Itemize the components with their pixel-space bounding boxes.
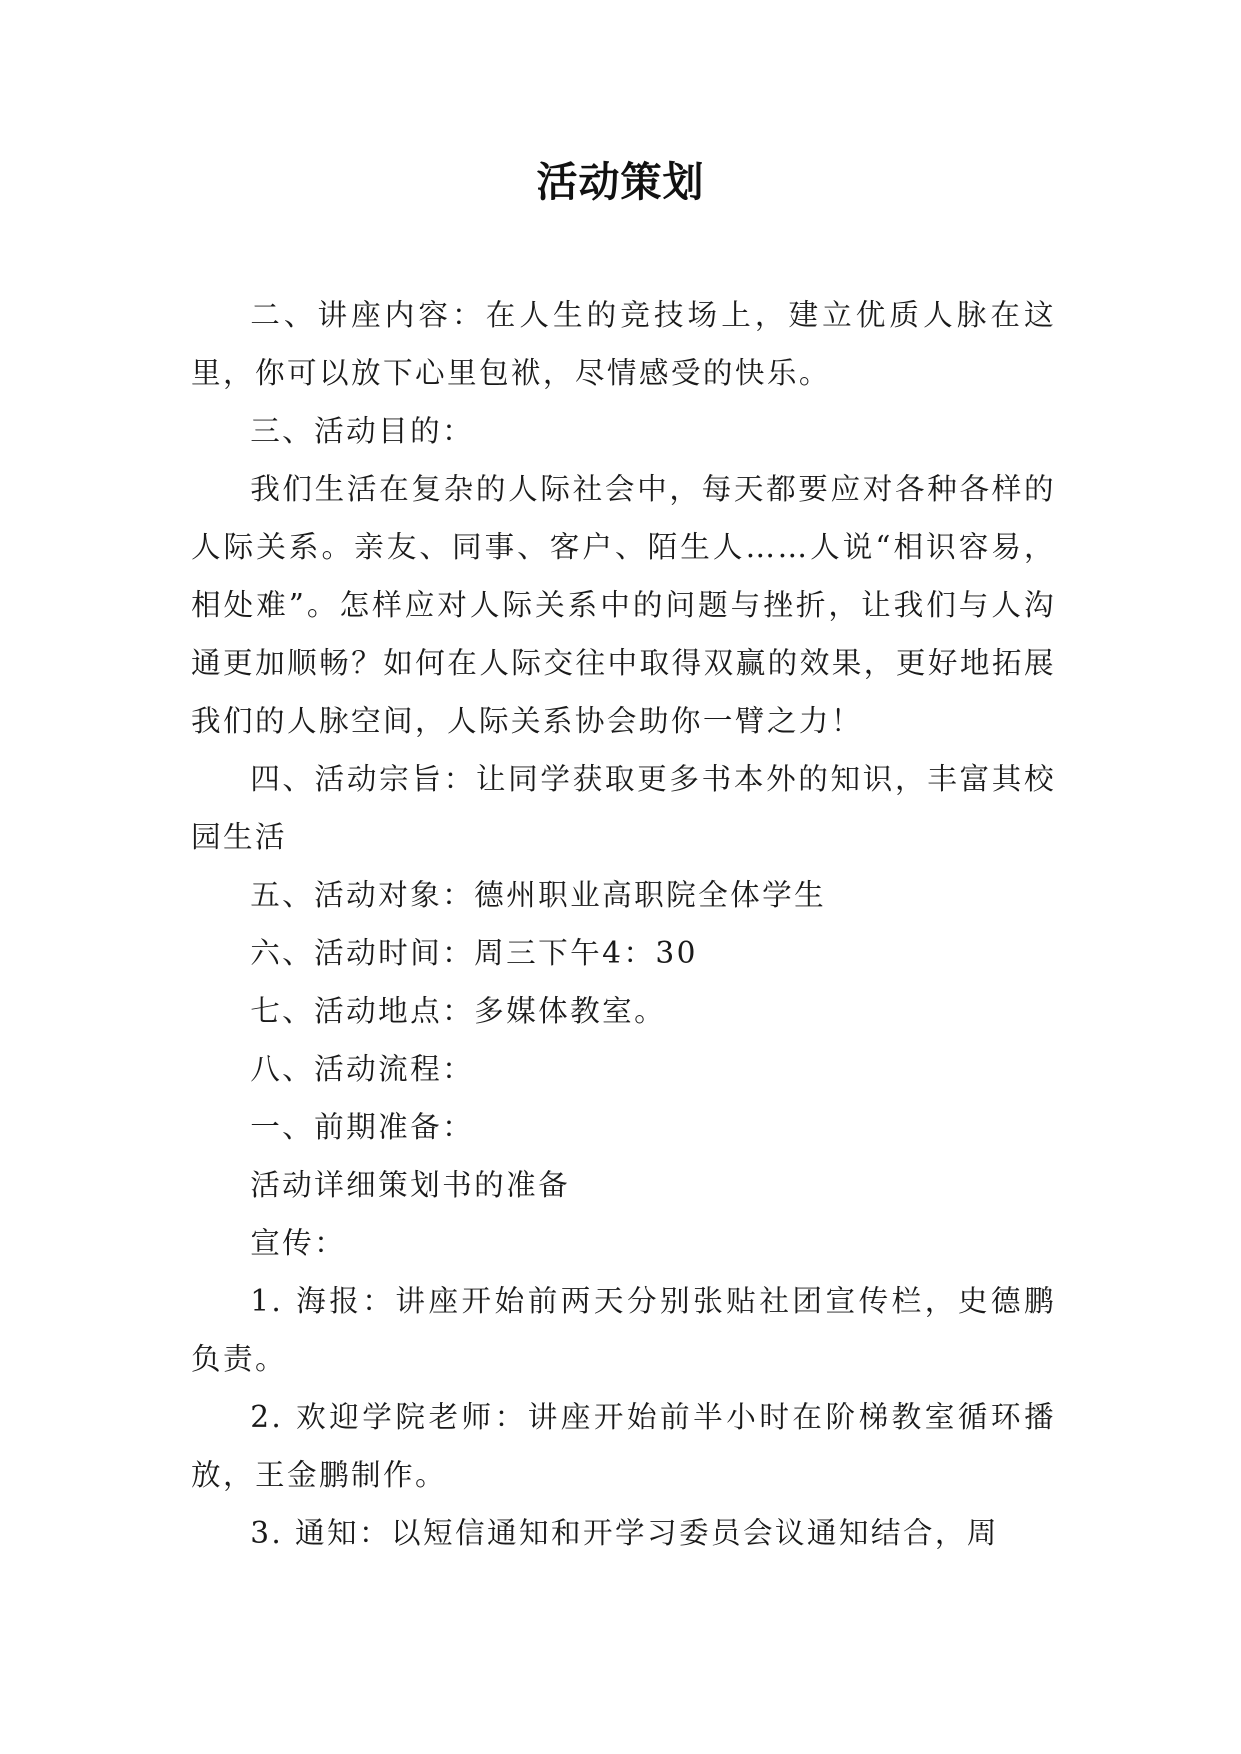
document-title: 活动策划 xyxy=(536,158,705,206)
paragraph-purpose-text: 我们生活在复杂的人际社会中，每天都要应对各种各样的人际关系。亲友、同事、客户、陌生人……人说“相识容易，相处难”。怎样应对人际关系中的问题与挫折，让我们与人沟通更加顺畅？如何在人际交往中取得双赢的效果，更好地拓展我们的人脉空间，人际关系协会助你一臂之力！ xyxy=(191,472,1056,738)
paragraph-poster: 1. 海报：讲座开始前两天分别张贴社团宣传栏，史德鹏负责。 xyxy=(191,1284,1056,1376)
paragraph-purpose-heading: 三、活动目的： xyxy=(250,414,475,448)
paragraph-audience: 五、活动对象：德州职业高职院全体学生 xyxy=(250,878,827,912)
paragraph-lecture-content: 二、讲座内容：在人生的竞技场上，建立优质人脉在这里，你可以放下心里包袱，尽情感受的快乐。 xyxy=(191,298,1056,390)
document-body xyxy=(191,286,1056,1562)
paragraph-plan-preparation: 活动详细策划书的准备 xyxy=(250,1168,571,1202)
paragraph-location: 七、活动地点：多媒体教室。 xyxy=(250,994,667,1028)
paragraph-notice: 3. 通知：以短信通知和开学习委员会议通知结合，周 xyxy=(250,1516,999,1550)
paragraph-time: 六、活动时间：周三下午4：30 xyxy=(250,936,698,970)
paragraph-preparation-heading: 一、前期准备： xyxy=(250,1110,475,1144)
paragraph-aim: 四、活动宗旨：让同学获取更多书本外的知识，丰富其校园生活 xyxy=(191,762,1056,854)
paragraph-process-heading: 八、活动流程： xyxy=(250,1052,475,1086)
paragraph-welcome-teachers: 2. 欢迎学院老师：讲座开始前半小时在阶梯教室循环播放，王金鹏制作。 xyxy=(191,1400,1056,1492)
paragraph-publicity-heading: 宣传： xyxy=(250,1226,347,1260)
